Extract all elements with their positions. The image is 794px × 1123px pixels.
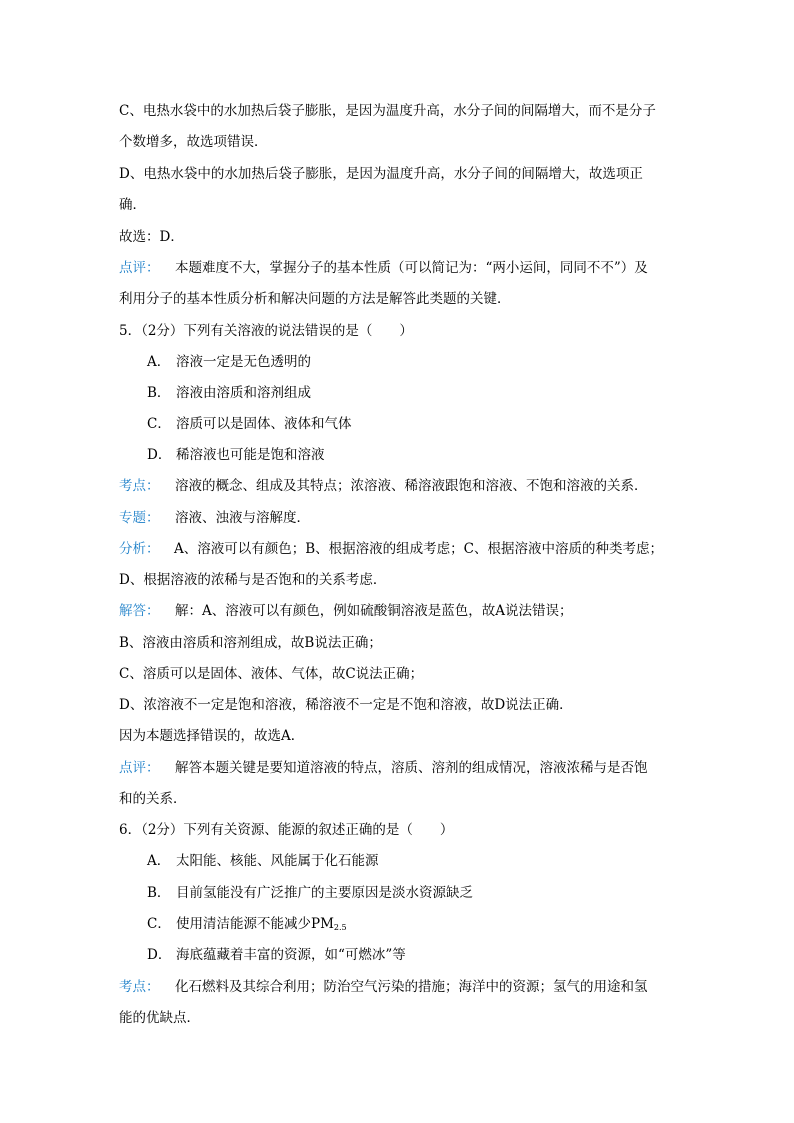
option-letter: B． bbox=[147, 385, 171, 401]
kaodian-text: 溶液的概念、组成及其特点；浓溶液、稀溶液跟饱和溶液、不饱和溶液的关系． bbox=[175, 478, 648, 494]
zhuanti-line bbox=[119, 508, 310, 528]
comment-text: 本题难度不大，掌握分子的基本性质（可以简记为：“两小运间，同同不不”）及 bbox=[175, 260, 648, 276]
answer-line: 故选：D． bbox=[119, 229, 184, 245]
kaodian-line-2: 能的优缺点． bbox=[119, 1010, 200, 1026]
zhuanti-text: 溶液、浊液与溶解度． bbox=[175, 510, 310, 526]
kaodian-line bbox=[119, 476, 648, 496]
option-letter: C． bbox=[147, 916, 171, 932]
option-c bbox=[147, 914, 347, 934]
explain-d-line-2: 确． bbox=[119, 197, 146, 213]
comment-label: 点评： bbox=[119, 760, 160, 776]
comment-line-1 bbox=[119, 258, 648, 278]
option-a bbox=[147, 352, 311, 372]
kaodian-text: 化石燃料及其综合利用；防治空气污染的措施；海洋中的资源；氢气的用途和氢 bbox=[175, 979, 648, 995]
jieda-text: 解：A、溶液可以有颜色，例如硫酸铜溶液是蓝色，故A说法错误； bbox=[175, 603, 573, 619]
zhuanti-label: 专题： bbox=[119, 510, 160, 526]
question-6-stem: 6．（2分）下列有关资源、能源的叙述正确的是（ ） bbox=[119, 822, 454, 838]
option-text: 目前氢能没有广泛推广的主要原因是淡水资源缺乏 bbox=[176, 885, 473, 901]
option-letter: D． bbox=[147, 947, 172, 963]
option-d bbox=[147, 445, 325, 465]
option-letter: C． bbox=[147, 416, 171, 432]
jieda-line-3: C、溶质可以是固体、液体、气体，故C说法正确； bbox=[119, 666, 424, 682]
option-b bbox=[147, 383, 311, 403]
fenxi-line-1 bbox=[119, 539, 663, 559]
jieda-line-5: 因为本题选择错误的，故选A． bbox=[119, 728, 305, 744]
option-b bbox=[147, 883, 473, 903]
option-text: 溶质可以是固体、液体和气体 bbox=[176, 416, 352, 432]
option-text: 溶液一定是无色透明的 bbox=[176, 354, 311, 370]
option-d bbox=[147, 945, 406, 965]
comment-label: 点评： bbox=[119, 260, 160, 276]
option-letter: A． bbox=[147, 354, 171, 370]
fenxi-label: 分析： bbox=[119, 541, 160, 557]
option-letter: D． bbox=[147, 447, 172, 463]
comment-line-2: 和的关系． bbox=[119, 791, 187, 807]
question-5-stem: 5．（2分）下列有关溶液的说法错误的是（ ） bbox=[119, 323, 413, 339]
option-text: 太阳能、核能、风能属于化石能源 bbox=[176, 853, 379, 869]
explain-d-line-1: D、电热水袋中的水加热后袋子膨胀，是因为温度升高，水分子间的间隔增大，故选项正 bbox=[119, 166, 643, 182]
explain-c-line-1: C、电热水袋中的水加热后袋子膨胀，是因为温度升高，水分子间的间隔增大，而不是分子 bbox=[119, 103, 656, 119]
option-text: 溶液由溶质和溶剂组成 bbox=[176, 385, 311, 401]
fenxi-text: A、溶液可以有颜色；B、根据溶液的组成考虑；C、根据溶液中溶质的种类考虑； bbox=[174, 541, 663, 557]
option-letter: A． bbox=[147, 853, 171, 869]
comment-text: 解答本题关键是要知道溶液的特点，溶质、溶剂的组成情况，溶液浓稀与是否饱 bbox=[175, 760, 648, 776]
option-letter: B． bbox=[147, 885, 171, 901]
option-subscript: 2.5 bbox=[333, 923, 347, 932]
option-a bbox=[147, 851, 379, 871]
option-text: 海底蕴藏着丰富的资源，如“可燃冰”等 bbox=[176, 947, 406, 963]
kaodian-label: 考点： bbox=[119, 979, 160, 995]
comment-line-2: 利用分子的基本性质分析和解决问题的方法是解答此类题的关键． bbox=[119, 291, 511, 307]
kaodian-label: 考点： bbox=[119, 478, 160, 494]
jieda-line-1 bbox=[119, 601, 573, 621]
kaodian-line-1 bbox=[119, 977, 648, 997]
explain-c-line-2: 个数增多，故选项错误． bbox=[119, 134, 268, 150]
jieda-line-4: D、浓溶液不一定是饱和溶液，稀溶液不一定是不饱和溶液，故D说法正确． bbox=[119, 697, 573, 713]
option-text: 使用清洁能源不能减少PM bbox=[176, 916, 334, 932]
comment-line-1 bbox=[119, 758, 648, 778]
option-c bbox=[147, 414, 352, 434]
option-text: 稀溶液也可能是饱和溶液 bbox=[176, 447, 325, 463]
fenxi-line-2: D、根据溶液的浓稀与是否饱和的关系考虑． bbox=[119, 572, 387, 588]
jieda-label: 解答： bbox=[119, 603, 160, 619]
jieda-line-2: B、溶液由溶质和溶剂组成，故B说法正确； bbox=[119, 635, 382, 651]
